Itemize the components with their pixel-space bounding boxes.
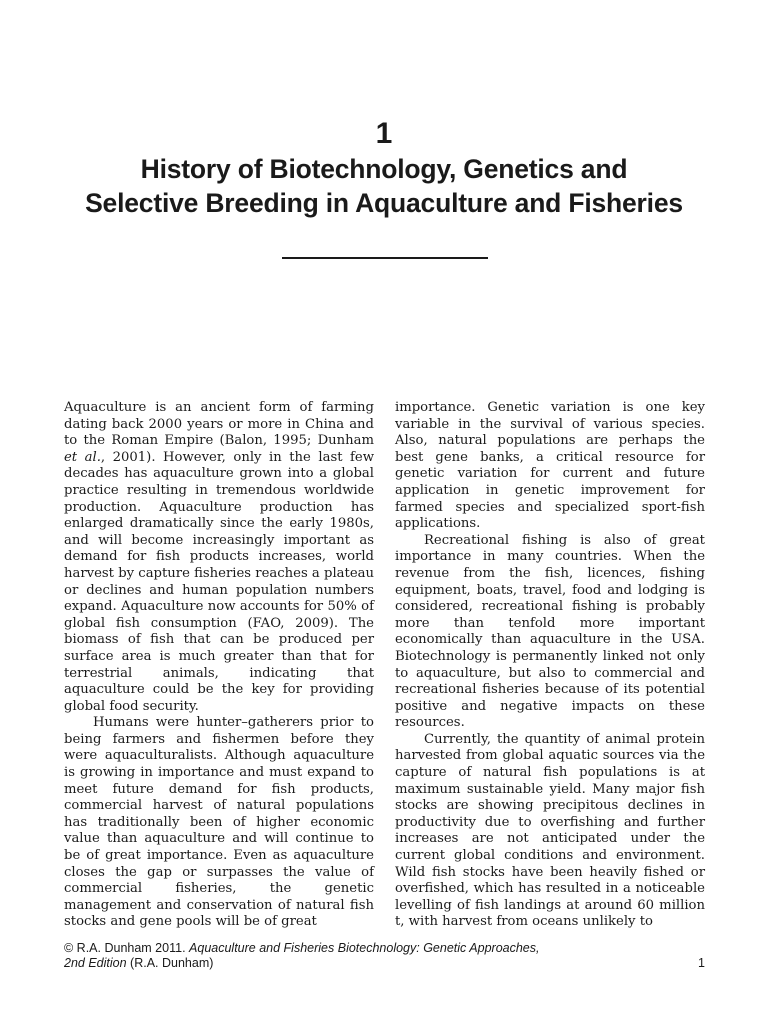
title-rule xyxy=(282,257,488,259)
right-paragraph-3: Currently, the quantity of animal protein harvested from global aquatic sources via the capture of natural fish populations is at maximum sustainable yield. Many major fish stocks are showing precipitous declines in productivity due to overfishing and further increases are not anticipated under the current global conditions and environment. Wild fish stocks have been heavily fished or overfished, which has resulted in a noticeable levelling of fish landings at around 60 million t, with harvest from oceans unlikely to xyxy=(395,731,705,930)
chapter-number: 1 xyxy=(375,117,393,150)
chapter-title-line-1: History of Biotechnology, Genetics and xyxy=(140,154,628,184)
chapter-title-line-2: Selective Breeding in Aquaculture and Fisheries xyxy=(85,188,683,218)
right-column xyxy=(395,400,705,931)
left-column xyxy=(64,400,374,931)
right-paragraph-2: Recreational fishing is also of great importance in many countries. When the revenue from the fish, licences, fishing equipment, boats, travel, food and lodging is considered, recreational fishing is probably more than tenfold more important economically than aquaculture in the USA. Biotechnology is permanently linked not only to aquaculture, but also to commercial and recreational fisheries because of its potential positive and negative impacts on these resources. xyxy=(395,532,705,731)
right-paragraph-1: importance. Genetic variation is one key variable in the survival of various species. Also, natural populations are perhaps the best gene banks, a critical resource for genetic variation for current and future application in genetic improvement for farmed species and specialized sport-fish applications. xyxy=(395,400,705,532)
footer-book-title: Aquaculture and Fisheries Biotechnology: Genetic Approaches, xyxy=(189,941,540,955)
page-number: 1 xyxy=(698,956,705,970)
chapter-title xyxy=(0,152,768,220)
footer-author: (R.A. Dunham) xyxy=(130,956,214,970)
footer-edition: 2nd Edition xyxy=(64,956,127,970)
footer-copyright: © R.A. Dunham 2011. xyxy=(64,941,186,955)
footer-line-2 xyxy=(64,956,705,971)
footer xyxy=(64,941,705,971)
footer-line-1 xyxy=(64,941,705,956)
left-paragraph-2: Humans were hunter–gatherers prior to being farmers and fishermen before they were aquaculturalists. Although aquaculture is growing in importance and must expand to meet future demand for fish products, commercial harvest of natural populations has traditionally been of higher economic value than aquaculture and will continue to be of great importance. Even as aquaculture closes the gap or surpasses the value of commercial fisheries, the genetic management and conservation of natural fish stocks and gene pools will be of great xyxy=(64,715,374,930)
left-paragraph-1: Aquaculture is an ancient form of farming dating back 2000 years or more in China and to the Roman Empire (Balon, 1995; Dunham et al., 2001). However, only in the last few decades has aquaculture grown into a global practice resulting in tremendous worldwide production. Aquaculture production has enlarged dramatically since the early 1980s, and will become increasingly important as demand for fish products increases, world harvest by capture fisheries reaches a plateau or declines and human population numbers expand. Aquaculture now accounts for 50% of global fish consumption (FAO, 2009). The biomass of fish that can be produced per surface area is much greater than that for terrestrial animals, indicating that aquaculture could be the key for providing global food security. xyxy=(64,400,374,714)
